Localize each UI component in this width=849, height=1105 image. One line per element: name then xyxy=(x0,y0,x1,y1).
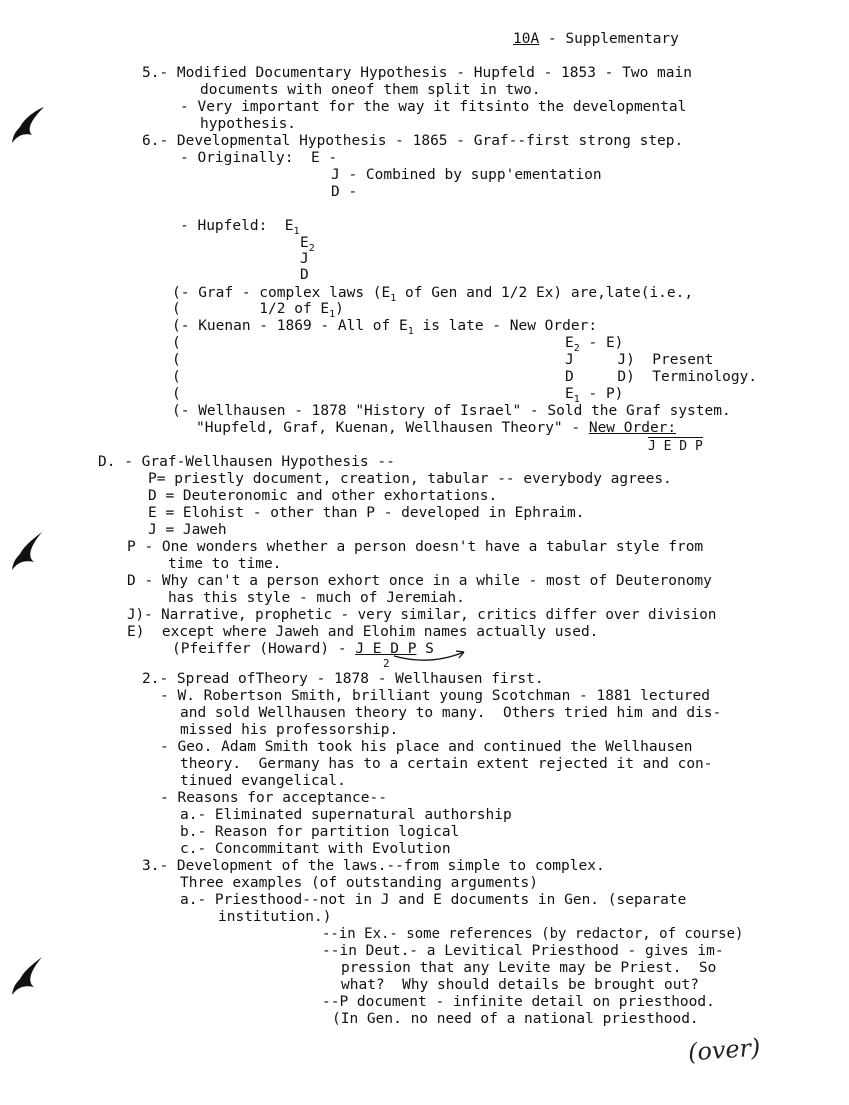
text-line: Three examples (of outstanding arguments) xyxy=(180,875,538,891)
paren-mark: ( xyxy=(172,352,181,368)
page-header xyxy=(513,31,679,48)
text-span: S xyxy=(416,641,434,657)
text-line: has this style - much of Jeremiah. xyxy=(168,590,465,606)
text-line: E = Elohist - other than P - developed in Ephraim. xyxy=(148,505,585,521)
text-line: D xyxy=(300,267,309,283)
text-line: missed his professorship. xyxy=(180,722,399,738)
page-number: 10A xyxy=(513,31,540,47)
text-span: ( 1/2 of E xyxy=(172,301,330,317)
text-line: D = Deuteronomic and other exhortations. xyxy=(148,488,498,504)
text-line: - W. Robertson Smith, brilliant young Scotchman - 1881 lectured xyxy=(160,688,710,704)
subscript: 1 xyxy=(390,293,397,304)
text-line xyxy=(172,318,597,340)
text-line: P - One wonders whether a person doesn't have a tabular style from xyxy=(127,539,704,555)
text-line: J xyxy=(300,251,309,267)
curved-arrow-icon xyxy=(390,648,470,666)
bird-mark-icon xyxy=(10,105,46,145)
bird-mark-icon xyxy=(10,530,46,572)
text-line: theory. Germany has to a certain extent rejected it and con- xyxy=(180,756,713,772)
handwritten-over-note: (over) xyxy=(687,1033,762,1067)
paren-mark: ( xyxy=(172,335,181,351)
text-line: tinued evangelical. xyxy=(180,773,346,789)
text-line: J J) Present xyxy=(565,352,714,368)
text-line: D - Why can't a person exhort once in a while - most of Deuteronomy xyxy=(127,573,712,589)
text-span: ) xyxy=(335,301,344,317)
text-span: E xyxy=(565,386,574,402)
paren-mark: ( xyxy=(172,369,181,385)
text-span: (- Kuenan - 1869 - All of E xyxy=(172,318,408,334)
text-line: --in Ex.- some references (by redactor, of course) xyxy=(322,926,744,942)
text-span: - E) xyxy=(579,335,624,351)
order-letters: J E D P xyxy=(355,641,417,657)
text-span: E xyxy=(565,335,574,351)
page-title: - Supplementary xyxy=(539,31,679,47)
text-line: time to time. xyxy=(168,556,282,572)
text-span: (Pfeiffer (Howard) - xyxy=(172,641,356,657)
text-line: - Geo. Adam Smith took his place and continued the Wellhausen xyxy=(160,739,693,755)
text-line: what? Why should details be brought out? xyxy=(341,977,699,993)
text-span: - P) xyxy=(579,386,624,402)
text-line: D - xyxy=(331,184,358,200)
text-line: D. - Graf-Wellhausen Hypothesis -- xyxy=(98,454,395,470)
subscript: 2 xyxy=(308,243,315,254)
text-line: - Very important for the way it fitsinto the developmental xyxy=(180,99,687,115)
text-line: c.- Concommitant with Evolution xyxy=(180,841,451,857)
text-line: J E D P xyxy=(648,439,703,454)
text-span: E xyxy=(300,235,309,251)
subscript: 1 xyxy=(329,309,336,320)
text-line: a.- Eliminated supernatural authorship xyxy=(180,807,512,823)
text-line: 2.- Spread ofTheory - 1878 - Wellhausen first. xyxy=(142,671,544,687)
text-span: is late - New Order: xyxy=(413,318,598,334)
text-line: J - Combined by supp'ementation xyxy=(331,167,602,183)
text-line: pression that any Levite may be Priest. So xyxy=(341,960,717,976)
paren-mark: ( xyxy=(172,386,181,402)
text-line: 3.- Development of the laws.--from simple to complex. xyxy=(142,858,605,874)
text-line xyxy=(196,420,676,437)
text-span: - Hupfeld: E xyxy=(180,218,294,234)
text-line: (In Gen. no need of a national priesthood. xyxy=(332,1011,699,1027)
text-line: documents with oneof them split in two. xyxy=(200,82,541,98)
text-line: 5.- Modified Documentary Hypothesis - Hupfeld - 1853 - Two main xyxy=(142,65,692,81)
text-line: and sold Wellhausen theory to many. Others tried him and dis- xyxy=(180,705,722,721)
text-line: --in Deut.- a Levitical Priesthood - gives im- xyxy=(322,943,724,959)
text-span: "Hupfeld, Graf, Kuenan, Wellhausen Theory" - xyxy=(196,420,589,436)
text-line: (- Wellhausen - 1878 "History of Israel" - Sold the Graf system. xyxy=(172,403,731,419)
bird-mark-icon xyxy=(10,955,46,997)
text-line: hypothesis. xyxy=(200,116,297,132)
text-line: P= priestly document, creation, tabular -- everybody agrees. xyxy=(148,471,672,487)
text-line: --P document - infinite detail on priesthood. xyxy=(322,994,715,1010)
subscript: 1 xyxy=(573,394,580,405)
text-line xyxy=(180,218,300,240)
text-span: of Gen and 1/2 Ex) are,late(i.e., xyxy=(396,285,694,301)
subscript: 2 xyxy=(573,343,580,354)
subscript: 1 xyxy=(407,326,414,337)
text-line: 6.- Developmental Hypothesis - 1865 - Graf--first strong step. xyxy=(142,133,684,149)
text-line: - Reasons for acceptance-- xyxy=(160,790,387,806)
text-line: b.- Reason for partition logical xyxy=(180,824,460,840)
text-line: D D) Terminology. xyxy=(565,369,758,385)
subscript: 1 xyxy=(293,226,300,237)
new-order-label: New Order: xyxy=(588,420,677,436)
text-line: - Originally: E - xyxy=(180,150,338,166)
text-span: (- Graf - complex laws (E xyxy=(172,285,391,301)
text-line: J = Jaweh xyxy=(148,522,227,538)
text-line: E) except where Jaweh and Elohim names actually used. xyxy=(127,624,599,640)
order-note: 2 xyxy=(383,657,390,670)
text-line: J)- Narrative, prophetic - very similar, critics differ over division xyxy=(127,607,717,623)
text-line: a.- Priesthood--not in J and E documents in Gen. (separate xyxy=(180,892,687,908)
text-line: institution.) xyxy=(218,909,332,925)
